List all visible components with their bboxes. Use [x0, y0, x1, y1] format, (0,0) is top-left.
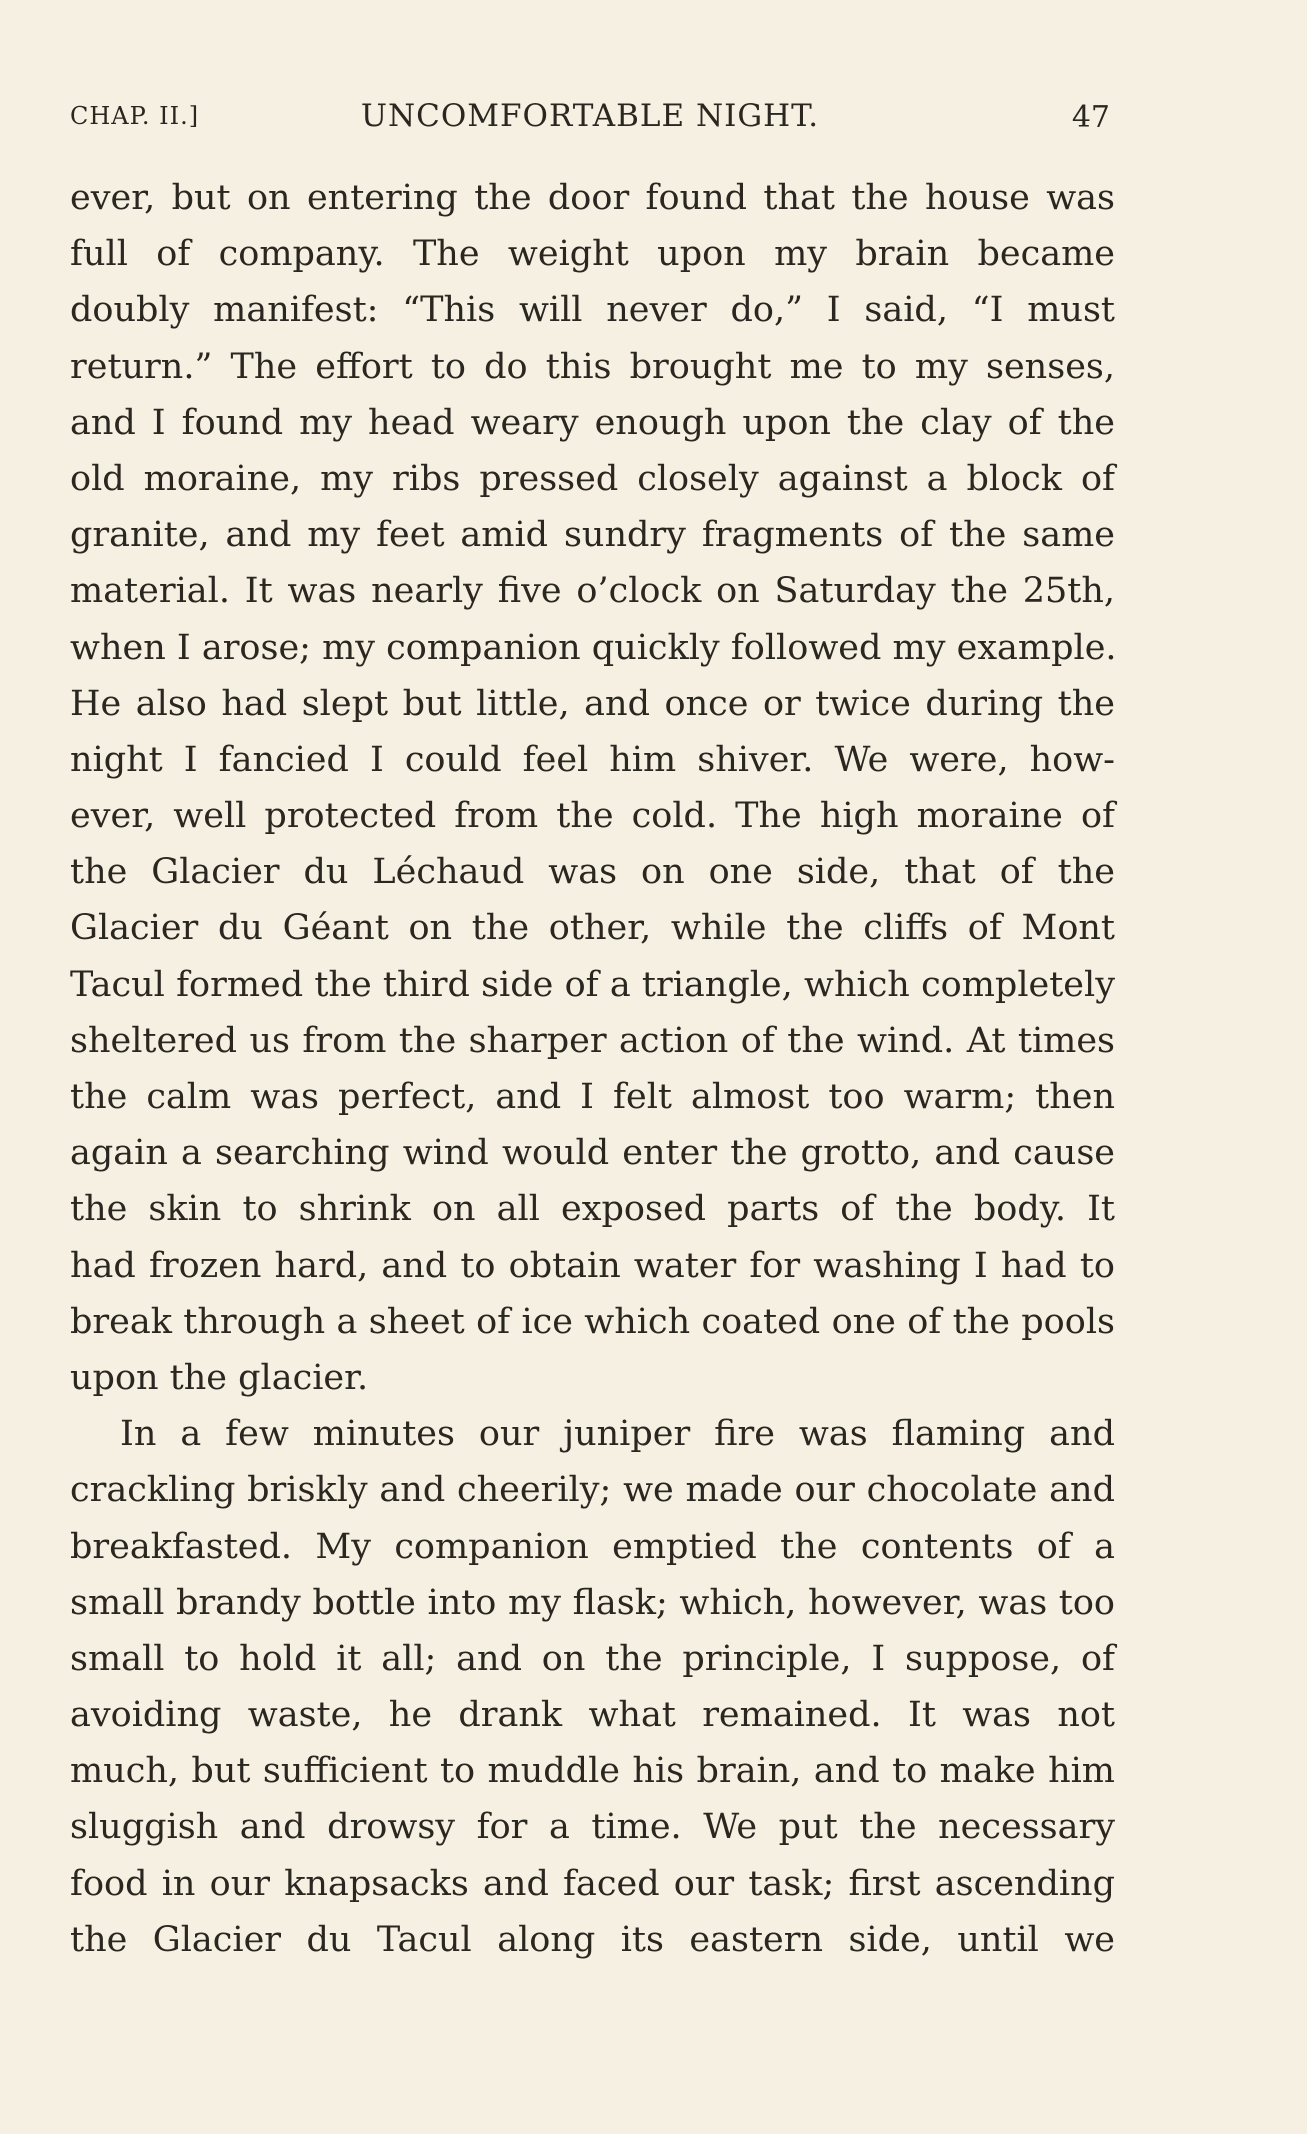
text-line: the Glacier du Léchaud was on one side, that of the	[70, 852, 1115, 893]
text-line: avoiding waste, he drank what remained. It was not	[70, 1695, 1115, 1736]
text-line: much, but sufficient to muddle his brain, and to make him	[70, 1751, 1115, 1792]
paragraph-start-line: In a few minutes our juniper fire was flaming and	[120, 1414, 1115, 1455]
text-line: when I arose; my companion quickly followed my example.	[70, 627, 1117, 668]
body-text	[70, 170, 1115, 1968]
page-title: UNCOMFORTABLE NIGHT.	[360, 98, 820, 134]
text-line: the skin to shrink on all exposed parts of the body. It	[70, 1189, 1115, 1230]
text-line: break through a sheet of ice which coated one of the pools	[70, 1301, 1115, 1342]
text-line: breakfasted. My companion emptied the contents of a	[70, 1526, 1115, 1567]
paragraph-end-line: upon the glacier.	[70, 1357, 369, 1398]
text-line: and I found my head weary enough upon the clay of the	[70, 402, 1115, 443]
text-line: crackling briskly and cheerily; we made our chocolate and	[70, 1470, 1115, 1511]
text-line: granite, and my feet amid sundry fragments of the same	[70, 515, 1115, 556]
running-head	[70, 98, 1110, 138]
text-line: sheltered us from the sharper action of the wind. At times	[70, 1020, 1115, 1061]
text-line: He also had slept but little, and once or twice during the	[70, 683, 1115, 724]
text-line: again a searching wind would enter the grotto, and cause	[70, 1133, 1115, 1174]
text-line: the Glacier du Tacul along its eastern side, until we	[70, 1919, 1115, 1960]
text-line: doubly manifest: “This will never do,” I said, “I must	[70, 290, 1115, 331]
text-line: had frozen hard, and to obtain water for washing I had to	[70, 1245, 1115, 1286]
page-number: 47	[1071, 100, 1110, 135]
text-line: ever, well protected from the cold. The high moraine of	[70, 796, 1115, 837]
text-line: small brandy bottle into my flask; which, however, was too	[70, 1582, 1115, 1623]
text-line: full of company. The weight upon my brain became	[70, 234, 1115, 275]
text-line: old moraine, my ribs pressed closely against a block of	[70, 458, 1115, 499]
text-line: the calm was perfect, and I felt almost too warm; then	[70, 1077, 1115, 1117]
text-line: Tacul formed the third side of a triangle, which completely	[70, 964, 1115, 1005]
text-line: night I fancied I could feel him shiver. We were, how-	[70, 739, 1115, 780]
text-line: return.” The effort to do this brought me to my senses,	[70, 346, 1115, 387]
text-line: small to hold it all; and on the principle, I suppose, of	[70, 1638, 1115, 1679]
chapter-marker: CHAP. II.]	[70, 102, 200, 130]
text-line: material. It was nearly five o’clock on Saturday the 25th,	[70, 571, 1115, 612]
text-line: ever, but on entering the door found that the house was	[70, 178, 1115, 218]
text-line: food in our knapsacks and faced our task; first ascending	[70, 1863, 1115, 1904]
text-line: sluggish and drowsy for a time. We put the necessary	[70, 1807, 1115, 1848]
text-line: Glacier du Géant on the other, while the cliffs of Mont	[70, 908, 1115, 949]
